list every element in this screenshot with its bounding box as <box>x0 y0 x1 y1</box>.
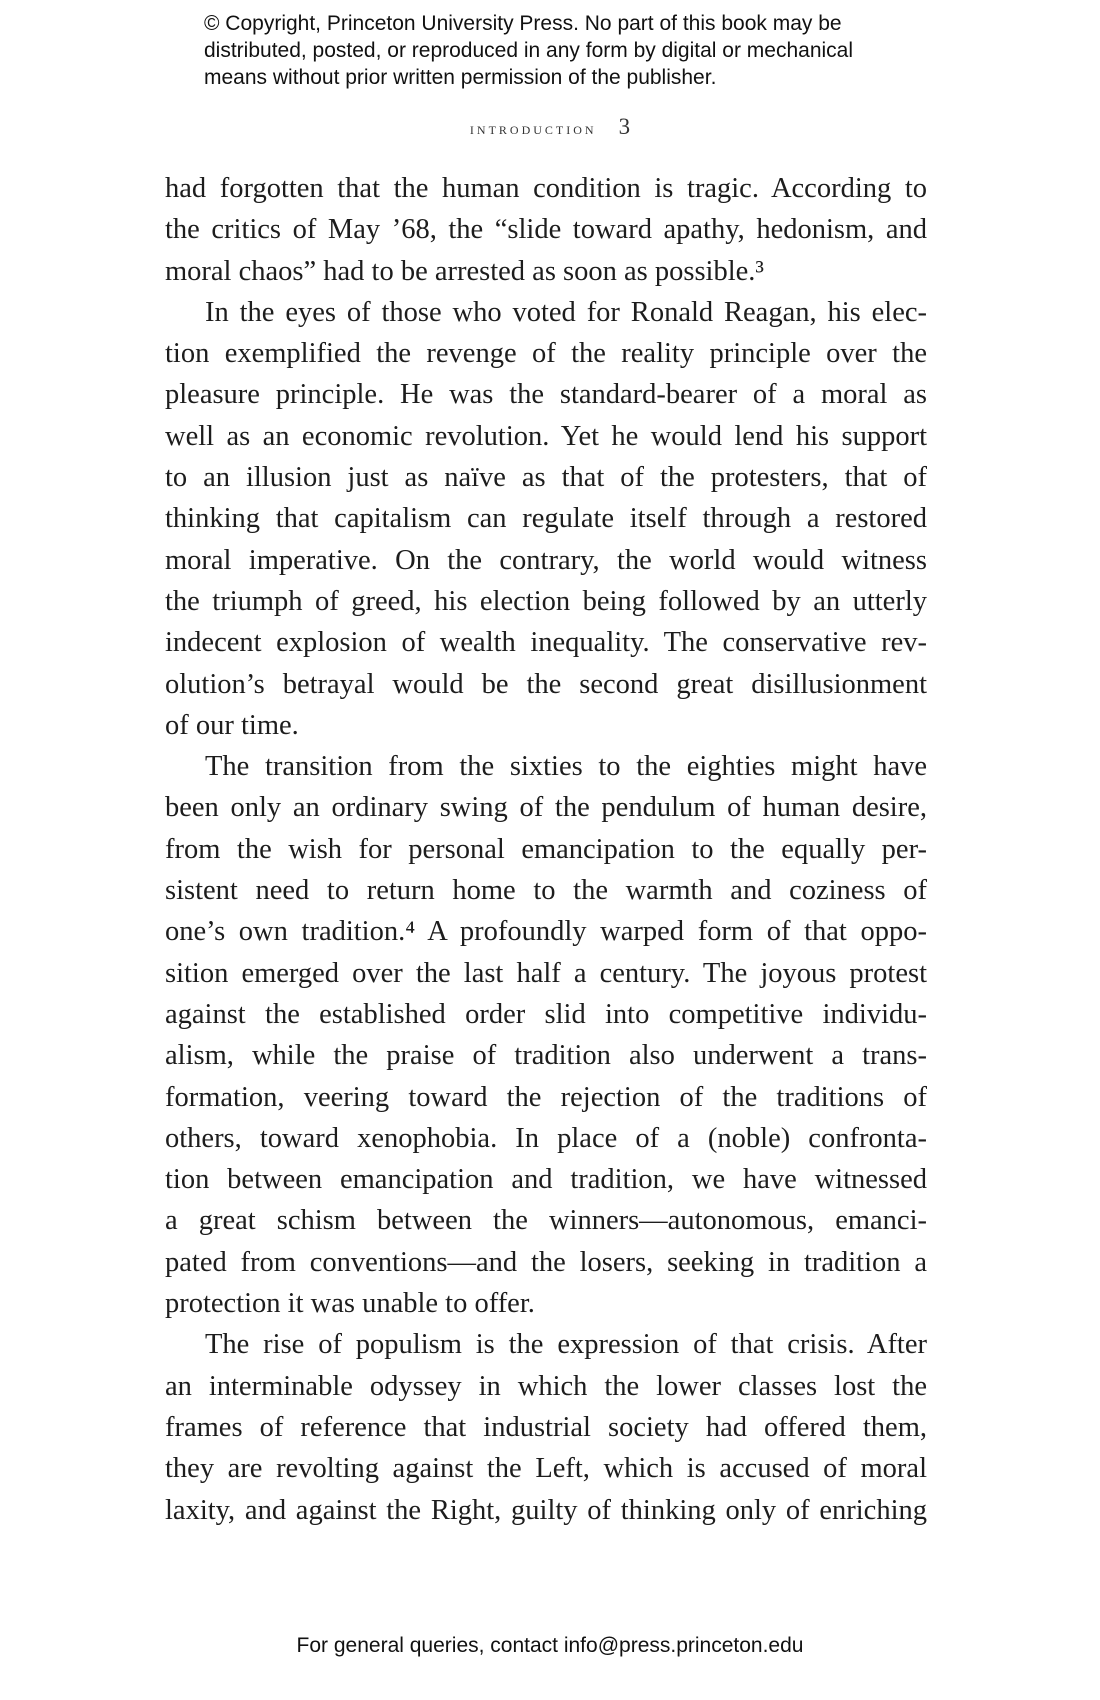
text-line: moral chaos” had to be arrested as soon as possible.³ <box>165 255 764 287</box>
text-line: well as an economic revolution. Yet he would lend his support <box>165 420 927 452</box>
text-line: from the wish for personal emancipation to the equally per- <box>165 833 927 865</box>
body-text <box>165 168 927 1531</box>
text-line: pleasure principle. He was the standard-bearer of a moral as <box>165 379 927 411</box>
text-line: of our time. <box>165 709 299 741</box>
page-number: 3 <box>618 114 631 139</box>
copyright-notice <box>204 10 964 91</box>
text-line: to an illusion just as naïve as that of the protesters, that of <box>165 462 927 494</box>
copyright-line: means without prior written permission of the publisher. <box>204 66 717 89</box>
text-line: sition emerged over the last half a century. The joyous protest <box>165 957 927 989</box>
text-line: the triumph of greed, his election being followed by an utterly <box>165 585 927 617</box>
text-line: tion between emancipation and tradition, we have witnessed <box>165 1164 927 1196</box>
text-line: olution’s betrayal would be the second great disillusionment <box>165 668 927 700</box>
text-line: frames of reference that industrial society had offered them, <box>165 1411 927 1443</box>
copyright-line: distributed, posted, or reproduced in any form by digital or mechanical <box>204 39 854 62</box>
paragraph-first-line: The rise of populism is the expression of that crisis. After <box>205 1329 927 1361</box>
text-line: one’s own tradition.⁴ A profoundly warped form of that oppo- <box>165 916 927 948</box>
text-line: an interminable odyssey in which the lower classes lost the <box>165 1370 927 1402</box>
text-line: moral imperative. On the contrary, the world would witness <box>165 544 927 576</box>
text-line: been only an ordinary swing of the pendulum of human desire, <box>165 792 927 824</box>
text-line: they are revolting against the Left, which is accused of moral <box>165 1453 927 1485</box>
text-line: against the established order slid into competitive individu- <box>165 998 927 1030</box>
text-line: had forgotten that the human condition is tragic. According to <box>165 173 927 204</box>
running-head <box>0 114 1100 140</box>
text-line: the critics of May ’68, the “slide toward apathy, hedonism, and <box>165 214 927 246</box>
text-line: alism, while the praise of tradition also underwent a trans- <box>165 1040 927 1072</box>
text-line: a great schism between the winners—autonomous, emanci- <box>165 1205 927 1237</box>
text-line: sistent need to return home to the warmth and coziness of <box>165 875 927 907</box>
footer-contact: For general queries, contact info@press.princeton.edu <box>296 1634 804 1657</box>
running-head-title: introduction <box>469 119 597 138</box>
text-line: others, toward xenophobia. In place of a (noble) confronta- <box>165 1122 927 1154</box>
paragraph-first-line: The transition from the sixties to the eighties might have <box>205 751 927 783</box>
text-line: thinking that capitalism can regulate itself through a restored <box>165 503 927 535</box>
copyright-line: © Copyright, Princeton University Press. No part of this book may be <box>204 12 842 35</box>
text-line: protection it was unable to offer. <box>165 1288 535 1320</box>
text-line: pated from conventions—and the losers, seeking in tradition a <box>165 1246 927 1278</box>
text-line: indecent explosion of wealth inequality. The conservative rev- <box>165 627 927 659</box>
text-line: laxity, and against the Right, guilty of thinking only of enriching <box>165 1494 927 1526</box>
text-line: tion exemplified the revenge of the reality principle over the <box>165 338 927 370</box>
text-line: formation, veering toward the rejection of the traditions of <box>165 1081 927 1113</box>
paragraph-first-line: In the eyes of those who voted for Ronald Reagan, his elec- <box>205 296 927 328</box>
